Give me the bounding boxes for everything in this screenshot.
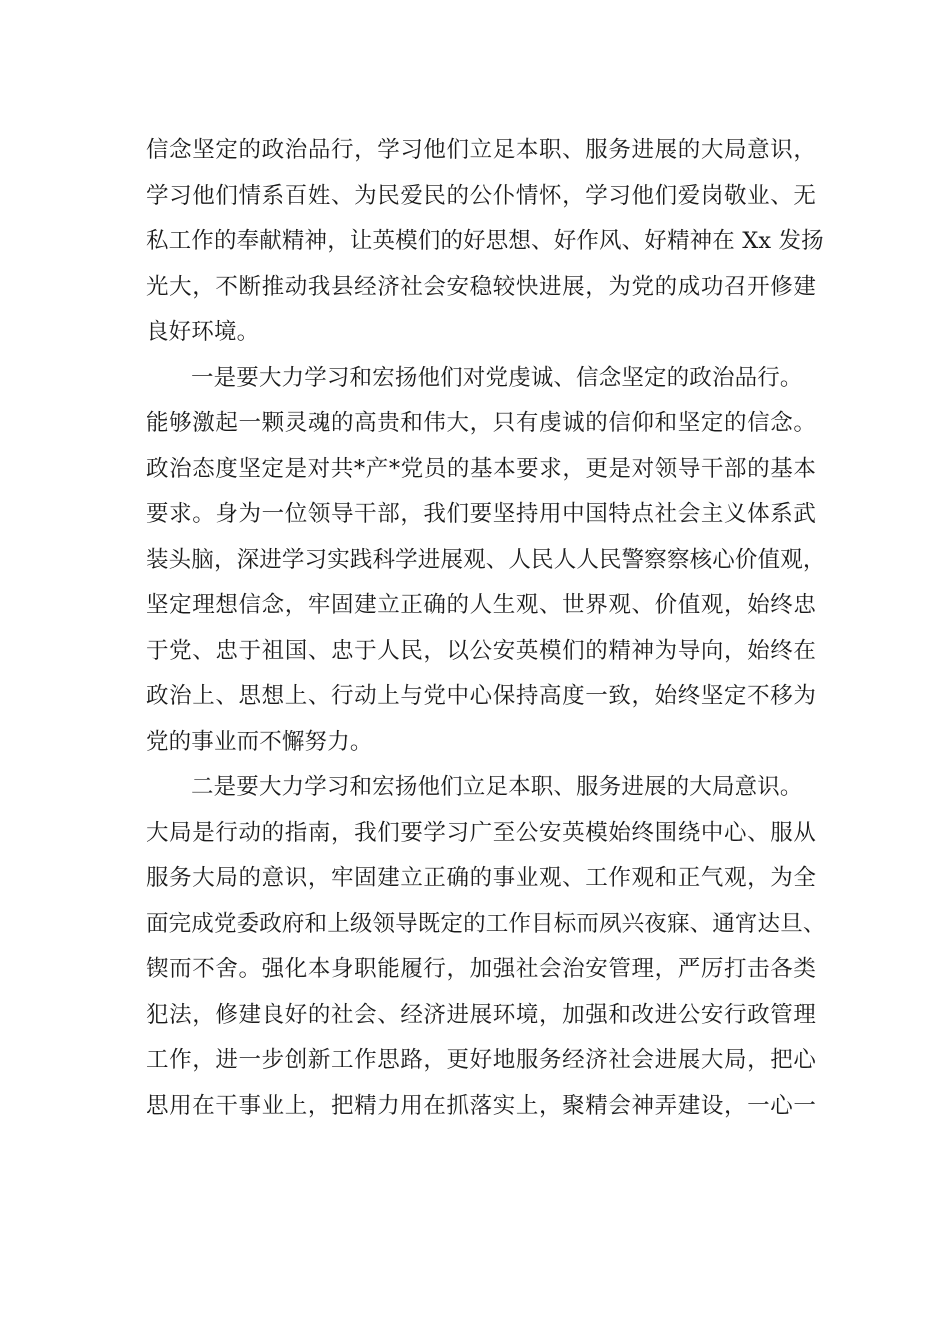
text-line: 要求。身为一位领导干部，我们要坚持用中国特点社会主义体系武 bbox=[146, 501, 816, 527]
text-line: 政治上、思想上、行动上与党中心保持高度一致，始终坚定不移为 bbox=[146, 683, 816, 709]
text-line: 大局是行动的指南，我们要学习广至公安英模始终围绕中心、服从 bbox=[146, 819, 816, 846]
text-line: 思用在干事业上，把精力用在抓落实上，聚精会神弄建设，一心一 bbox=[146, 1092, 816, 1119]
text-line: 锲而不舍。强化本身职能履行，加强社会治安管理，严厉打击各类 bbox=[146, 956, 816, 982]
text-line: 党的事业而不懈努力。 bbox=[146, 728, 373, 755]
text-line: 犯法，修建良好的社会、经济进展环境，加强和改进公安行政管理 bbox=[146, 1001, 816, 1028]
text-line: 坚定理想信念，牢固建立正确的人生观、世界观、价值观，始终忠 bbox=[146, 592, 816, 618]
text-line: 服务大局的意识，牢固建立正确的事业观、工作观和正气观，为全 bbox=[146, 865, 816, 891]
text-line: 政治态度坚定是对共*产*党员的基本要求，更是对领导干部的基本 bbox=[146, 455, 816, 482]
text-line: 工作，进一步创新工作思路，更好地服务经济社会进展大局，把心 bbox=[146, 1047, 816, 1073]
text-line-paragraph-start: 二是要大力学习和宏扬他们立足本职、服务进展的大局意识。 bbox=[191, 774, 803, 800]
text-line: 于党、忠于祖国、忠于人民，以公安英模们的精神为导向，始终在 bbox=[146, 637, 816, 664]
text-line: 私工作的奉献精神，让英模们的好思想、好作风、好精神在 Xx 发扬 bbox=[146, 228, 824, 254]
body-text bbox=[146, 128, 826, 1129]
text-line-paragraph-start: 一是要大力学习和宏扬他们对党虔诚、信念坚定的政治品行。 bbox=[191, 364, 803, 391]
text-line: 光大，不断推动我县经济社会安稳较快进展，为党的成功召开修建 bbox=[146, 273, 816, 300]
text-line: 面完成党委政府和上级领导既定的工作目标而夙兴夜寐、通宵达旦、 bbox=[146, 910, 826, 937]
text-line: 信念坚定的政治品行，学习他们立足本职、服务进展的大局意识， bbox=[146, 137, 816, 163]
text-line: 能够激起一颗灵魂的高贵和伟大，只有虔诚的信仰和坚定的信念。 bbox=[146, 410, 816, 436]
text-line: 良好环境。 bbox=[146, 319, 260, 345]
text-line: 学习他们情系百姓、为民爱民的公仆情怀，学习他们爱岗敬业、无 bbox=[146, 182, 816, 209]
text-line: 装头脑，深进学习实践科学进展观、人民人人民警察察核心价值观， bbox=[146, 546, 826, 573]
